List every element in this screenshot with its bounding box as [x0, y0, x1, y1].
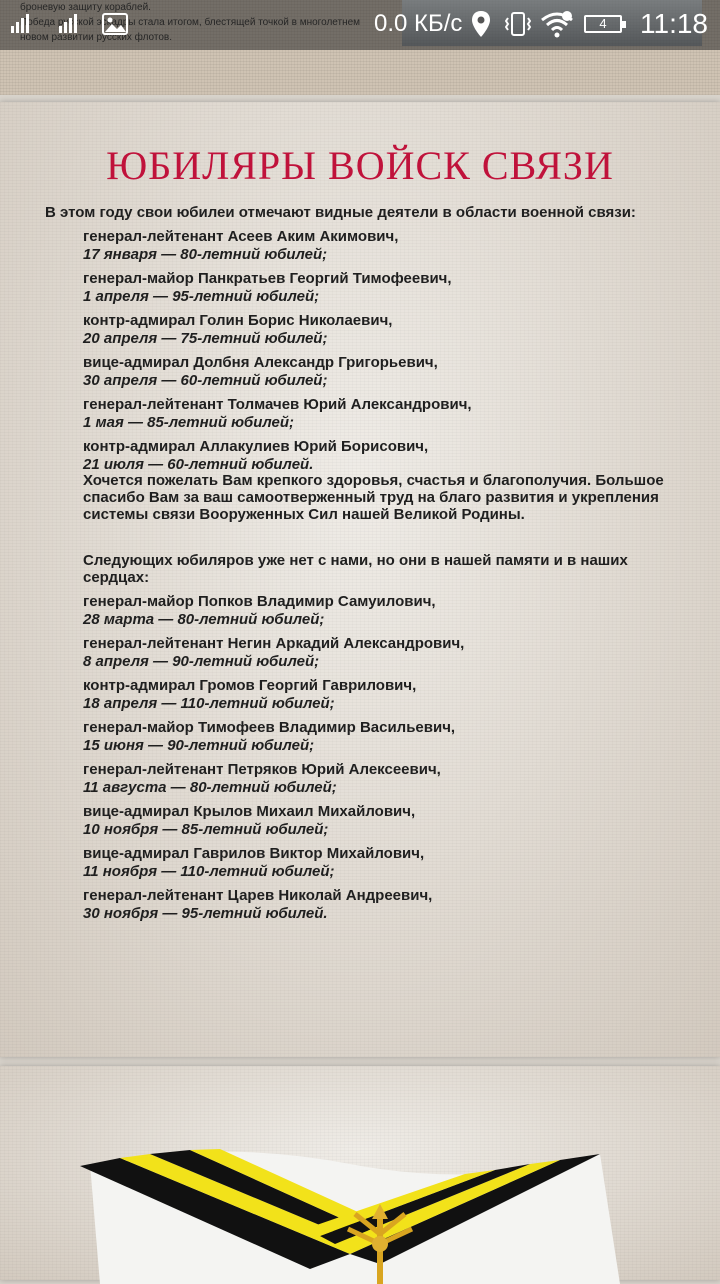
person-name: контр-адмирал Громов Георгий Гаврилович, — [83, 677, 417, 694]
network-speed: 0.0 КБ/с — [374, 10, 463, 37]
list-item — [83, 677, 683, 713]
status-bar — [0, 0, 720, 50]
jubilee-date: 21 июля — 60-летний юбилей. — [83, 456, 314, 473]
image-icon — [102, 12, 128, 36]
list-item — [83, 312, 683, 348]
jubilee-date: 1 апреля — 95-летний юбилей; — [83, 288, 320, 305]
person-name: вице-адмирал Долбня Александр Григорьевич, — [83, 354, 438, 371]
page-title: ЮБИЛЯРЫ ВОЙСК СВЯЗИ — [106, 143, 614, 188]
person-name: контр-адмирал Аллакулиев Юрий Борисович, — [83, 438, 429, 455]
list-item — [83, 228, 683, 264]
jubilee-date: 18 апреля — 110-летний юбилей; — [83, 695, 335, 712]
location-icon — [470, 10, 492, 38]
person-name: вице-адмирал Крылов Михаил Михайлович, — [83, 803, 416, 820]
jubilee-date: 17 января — 80-летний юбилей; — [83, 246, 328, 263]
jubilee-date: 30 апреля — 60-летний юбилей; — [83, 372, 328, 389]
next-page-fragment — [0, 1066, 720, 1280]
living-jubilees-list — [83, 228, 683, 480]
list-item — [83, 803, 683, 839]
jubilee-date: 8 апреля — 90-летний юбилей; — [83, 653, 320, 670]
person-name: генерал-майор Тимофеев Владимир Васильевич, — [83, 719, 456, 736]
list-item — [83, 438, 683, 474]
list-item — [83, 396, 683, 432]
intro-text: В этом году свои юбилеи отмечают видные деятели в области военной связи: — [45, 204, 636, 221]
person-name: генерал-лейтенант Толмачев Юрий Александрович, — [83, 396, 472, 413]
list-item — [83, 354, 683, 390]
person-name: генерал-лейтенант Петряков Юрий Алексеевич, — [83, 761, 441, 778]
person-name: генерал-лейтенант Асеев Аким Акимович, — [83, 228, 399, 245]
jubilee-date: 15 июня — 90-летний юбилей; — [83, 737, 315, 754]
vibrate-icon — [505, 10, 531, 38]
list-item — [83, 270, 683, 306]
jubilee-date: 11 августа — 80-летний юбилей; — [83, 779, 337, 796]
article-page — [0, 102, 720, 1057]
list-item — [83, 887, 683, 923]
wifi-icon — [540, 10, 574, 38]
jubilee-date: 20 апреля — 75-летний юбилей; — [83, 330, 328, 347]
person-name: контр-адмирал Голин Борис Николаевич, — [83, 312, 393, 329]
list-item — [83, 761, 683, 797]
signal-icon — [58, 12, 80, 34]
wishes-text: Хочется пожелать Вам крепкого здоровья, счастья и благополучия. Большое спасибо Вам за ваш самоотверженный труд на благо развития и укрепления системы связи Вооруженных Сил нашей Великой Родины. — [83, 472, 664, 523]
list-item — [83, 845, 683, 881]
signal-troops-flag — [80, 1144, 620, 1284]
person-name: вице-адмирал Гаврилов Виктор Михайлович, — [83, 845, 425, 862]
clock: 11:18 — [640, 8, 708, 39]
person-name: генерал-лейтенант Царев Николай Андреевич, — [83, 887, 433, 904]
memory-intro-text: Следующих юбиляров уже нет с нами, но они в нашей памяти и в наших сердцах: — [83, 552, 628, 586]
list-item — [83, 593, 683, 629]
jubilee-date: 28 марта — 80-летний юбилей; — [83, 611, 325, 628]
battery-icon — [584, 15, 622, 33]
person-name: генерал-лейтенант Негин Аркадий Александрович, — [83, 635, 465, 652]
battery-level: 4 — [599, 16, 607, 31]
list-item — [83, 635, 683, 671]
jubilee-date: 11 ноября — 110-летний юбилей; — [83, 863, 335, 880]
list-item — [83, 719, 683, 755]
person-name: генерал-майор Попков Владимир Самуилович, — [83, 593, 436, 610]
jubilee-date: 30 ноября — 95-летний юбилей. — [83, 905, 328, 922]
memorial-jubilees-list — [83, 593, 683, 929]
signal-icon — [10, 12, 32, 34]
person-name: генерал-майор Панкратьев Георгий Тимофеевич, — [83, 270, 452, 287]
jubilee-date: 10 ноября — 85-летний юбилей; — [83, 821, 329, 838]
jubilee-date: 1 мая — 85-летний юбилей; — [83, 414, 295, 431]
